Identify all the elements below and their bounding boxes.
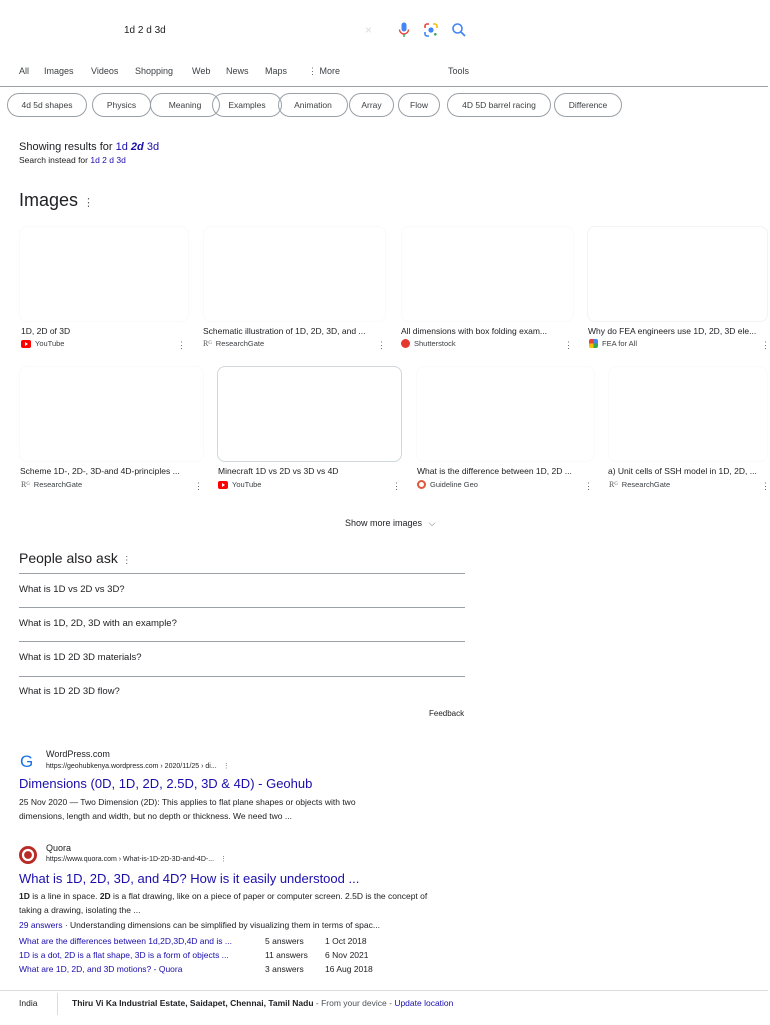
footer-location-name: Thiru Vi Ka Industrial Estate, Saidapet, Chennai, Tamil Nadu	[72, 998, 314, 1008]
more-dots-icon: ⋮	[308, 66, 320, 76]
image-title[interactable]: Scheme 1D-, 2D-, 3D-and 4D-principles ...	[20, 466, 180, 476]
images-heading	[19, 190, 94, 211]
paa-question[interactable]: What is 1D 2D 3D flow?	[19, 676, 465, 706]
researchgate-icon: Rᴳ	[609, 480, 618, 489]
related-answer-count: 11 answers	[265, 950, 308, 960]
footer-divider	[57, 993, 58, 1015]
footer-separator: -	[313, 998, 322, 1008]
image-thumbnail[interactable]	[203, 226, 386, 322]
image-source-label: Guideline Geo	[430, 480, 478, 489]
chip-animation[interactable]: Animation	[278, 93, 348, 117]
answers-summary-text: · Understanding dimensions can be simplified by visualizing them in terms of spac...	[62, 920, 380, 930]
tab-more-label: More	[319, 66, 341, 76]
result-url-text: https://geohubkenya.wordpress.com › 2020/11/25 › di...	[46, 763, 217, 770]
related-question-row[interactable]	[19, 950, 419, 962]
image-title[interactable]: a) Unit cells of SSH model in 1D, 2D, ...	[608, 466, 757, 476]
image-title[interactable]: Schematic illustration of 1D, 2D, 3D, and ...	[203, 326, 366, 336]
clear-search-icon[interactable]: ×	[365, 23, 373, 37]
result-more-icon[interactable]: ⋮	[220, 856, 228, 863]
search-instead-for	[19, 155, 126, 165]
instead-prefix: Search instead for	[19, 155, 88, 165]
image-source-label: YouTube	[35, 339, 65, 348]
related-question-link[interactable]: What are 1D, 2D, and 3D motions? - Quora	[19, 964, 183, 974]
image-title[interactable]: Why do FEA engineers use 1D, 2D, 3D ele...	[588, 326, 757, 336]
answers-summary	[19, 918, 449, 932]
related-question-link[interactable]: What are the differences between 1d,2D,3D,4D and is ...	[19, 936, 232, 946]
tab-news[interactable]: News	[226, 66, 249, 76]
showing-prefix: Showing results for	[19, 141, 113, 153]
result-snippet	[19, 795, 389, 823]
image-source-label: FEA for All	[602, 339, 638, 348]
fea-for-all-icon	[589, 339, 598, 348]
people-also-ask-heading	[19, 550, 132, 566]
result-more-icon[interactable]: ⋮	[222, 763, 230, 770]
image-source[interactable]	[589, 339, 637, 348]
image-thumbnail[interactable]	[416, 366, 595, 462]
tab-maps[interactable]: Maps	[265, 66, 288, 76]
related-answer-count: 5 answers	[265, 936, 304, 946]
shutterstock-icon	[401, 339, 410, 348]
image-source[interactable]	[609, 480, 670, 489]
result-url[interactable]	[46, 762, 230, 770]
chip-4d-5d-barrel-racing[interactable]: 4D 5D barrel racing	[447, 93, 551, 117]
image-source-label: Shutterstock	[414, 339, 456, 348]
showing-results-for	[19, 141, 159, 153]
image-title[interactable]: Minecraft 1D vs 2D vs 3D vs 4D	[218, 466, 339, 476]
result-title-link[interactable]: What is 1D, 2D, 3D, and 4D? How is it easily understood ...	[19, 871, 360, 886]
quora-logo-icon	[19, 846, 37, 864]
wordpress-logo-icon	[19, 752, 37, 770]
tools-button[interactable]: Tools	[448, 66, 470, 76]
paa-question[interactable]: What is 1D 2D 3D materials?	[19, 641, 465, 675]
related-answer-count: 3 answers	[265, 964, 304, 974]
show-more-label: Show more images	[345, 518, 423, 528]
images-heading-label: Images	[19, 190, 79, 210]
related-date: 1 Oct 2018	[325, 936, 367, 946]
search-tabs	[0, 64, 768, 87]
images-options-icon[interactable]: ⋮	[83, 197, 95, 209]
researchgate-icon: Rᴳ	[203, 339, 212, 348]
related-date: 6 Nov 2021	[325, 950, 369, 960]
guideline-geo-icon	[417, 480, 426, 489]
chip-meaning[interactable]: Meaning	[150, 93, 220, 117]
chip-examples[interactable]: Examples	[212, 93, 282, 117]
image-source[interactable]	[21, 339, 64, 348]
tab-web[interactable]: Web	[192, 66, 211, 76]
chip-difference[interactable]: Difference	[554, 93, 622, 117]
image-thumbnail[interactable]	[19, 366, 204, 462]
chip-flow[interactable]: Flow	[398, 93, 440, 117]
footer-country: India	[19, 998, 38, 1008]
image-title[interactable]: What is the difference between 1D, 2D ...	[417, 466, 572, 476]
youtube-icon	[21, 340, 31, 348]
paa-question[interactable]: What is 1D, 2D, 3D with an example?	[19, 607, 465, 641]
image-more-icon[interactable]: ⋮	[761, 481, 770, 491]
footer-separator: -	[386, 998, 395, 1008]
related-question-link[interactable]: 1D is a dot, 2D is a flat shape, 3D is a form of objects ...	[19, 950, 229, 960]
snippet-text: is a flat drawing, like on a piece of paper or computer screen. 2.5D is the concept of taking a drawing, isolating the ...	[19, 891, 428, 915]
result-url-text: https://www.quora.com › What-is-1D-2D-3D-and-4D-...	[46, 856, 215, 863]
google-lens-icon[interactable]	[423, 22, 439, 40]
show-more-images-button[interactable]	[345, 518, 435, 529]
result-url[interactable]	[46, 855, 227, 863]
image-more-icon[interactable]: ⋮	[194, 481, 203, 491]
image-thumbnail[interactable]	[19, 226, 189, 322]
chip-physics[interactable]: Physics	[92, 93, 151, 117]
image-thumbnail[interactable]	[401, 226, 574, 322]
image-title[interactable]: All dimensions with box folding exam...	[401, 326, 547, 336]
image-more-icon[interactable]: ⋮	[584, 481, 593, 491]
image-source[interactable]	[203, 339, 264, 348]
image-source-label: ResearchGate	[215, 339, 265, 348]
image-source[interactable]	[218, 480, 261, 489]
image-thumbnail[interactable]	[587, 226, 768, 322]
corrected-query-link[interactable]	[116, 141, 159, 153]
image-source[interactable]	[417, 480, 478, 489]
youtube-icon	[218, 481, 228, 489]
image-more-icon[interactable]: ⋮	[377, 340, 386, 350]
search-input[interactable]: 1d 2 d 3d	[124, 25, 166, 36]
paa-options-icon[interactable]: ⋮	[121, 555, 132, 566]
related-question-row[interactable]	[19, 964, 419, 976]
tab-more[interactable]	[308, 66, 340, 77]
footer-location	[72, 998, 453, 1008]
paa-question[interactable]: What is 1D vs 2D vs 3D?	[19, 573, 465, 607]
tab-images[interactable]: Images	[44, 66, 74, 76]
image-more-icon[interactable]: ⋮	[392, 481, 401, 491]
image-more-icon[interactable]: ⋮	[761, 340, 770, 350]
tab-all[interactable]: All	[19, 66, 30, 76]
chip-4d-5d-shapes[interactable]: 4d 5d shapes	[7, 93, 87, 117]
result-site-name[interactable]: WordPress.com	[46, 749, 110, 759]
paa-heading-label: People also ask	[19, 550, 118, 566]
snippet-text: — Two Dimension (2D): This applies to flat plane shapes or objects with two dimensions, length and width, but no depth or thickness. We need two ...	[19, 797, 356, 821]
from-device-label: From your device	[321, 998, 387, 1008]
snippet-date: 25 Nov 2020	[19, 797, 68, 807]
image-more-icon[interactable]: ⋮	[177, 340, 186, 350]
snippet-bold: 1D	[19, 891, 30, 901]
image-thumbnail[interactable]	[217, 366, 402, 462]
paa-bottom	[19, 706, 465, 707]
image-source[interactable]	[21, 480, 82, 489]
snippet-text: is a line in space.	[29, 891, 100, 901]
image-source-label: ResearchGate	[33, 480, 83, 489]
microphone-icon[interactable]	[398, 22, 410, 40]
image-thumbnail[interactable]	[608, 366, 768, 462]
corrected-term-2: 2d	[130, 141, 144, 153]
related-date: 16 Aug 2018	[325, 964, 373, 974]
tab-shopping[interactable]: Shopping	[135, 66, 174, 76]
result-snippet	[19, 889, 439, 917]
related-question-row[interactable]	[19, 936, 419, 948]
corrected-term-1: 1d	[115, 141, 128, 153]
tab-videos[interactable]: Videos	[91, 66, 119, 76]
image-title[interactable]: 1D, 2D of 3D	[21, 326, 71, 336]
image-source-label: ResearchGate	[621, 480, 671, 489]
researchgate-icon: Rᴳ	[21, 480, 30, 489]
search-icon[interactable]	[451, 22, 467, 40]
chip-array[interactable]: Array	[349, 93, 394, 117]
location-footer	[0, 990, 768, 1025]
feedback-link[interactable]: Feedback	[429, 709, 465, 718]
original-query-link[interactable]: 1d 2 d 3d	[90, 155, 126, 165]
svg-text:G: G	[20, 752, 34, 771]
image-source[interactable]	[401, 339, 456, 348]
corrected-term-3: 3d	[146, 141, 160, 153]
result-site-name[interactable]: Quora	[46, 843, 72, 853]
update-location-link[interactable]: Update location	[394, 998, 454, 1008]
image-source-label: YouTube	[232, 480, 262, 489]
answers-count-link[interactable]: 29 answers	[19, 920, 63, 930]
snippet-bold: 2D	[99, 891, 111, 901]
chevron-down-icon: ⌵	[428, 518, 436, 528]
result-title-link[interactable]: Dimensions (0D, 1D, 2D, 2.5D, 3D & 4D) - Geohub	[19, 776, 313, 791]
image-more-icon[interactable]: ⋮	[564, 340, 573, 350]
